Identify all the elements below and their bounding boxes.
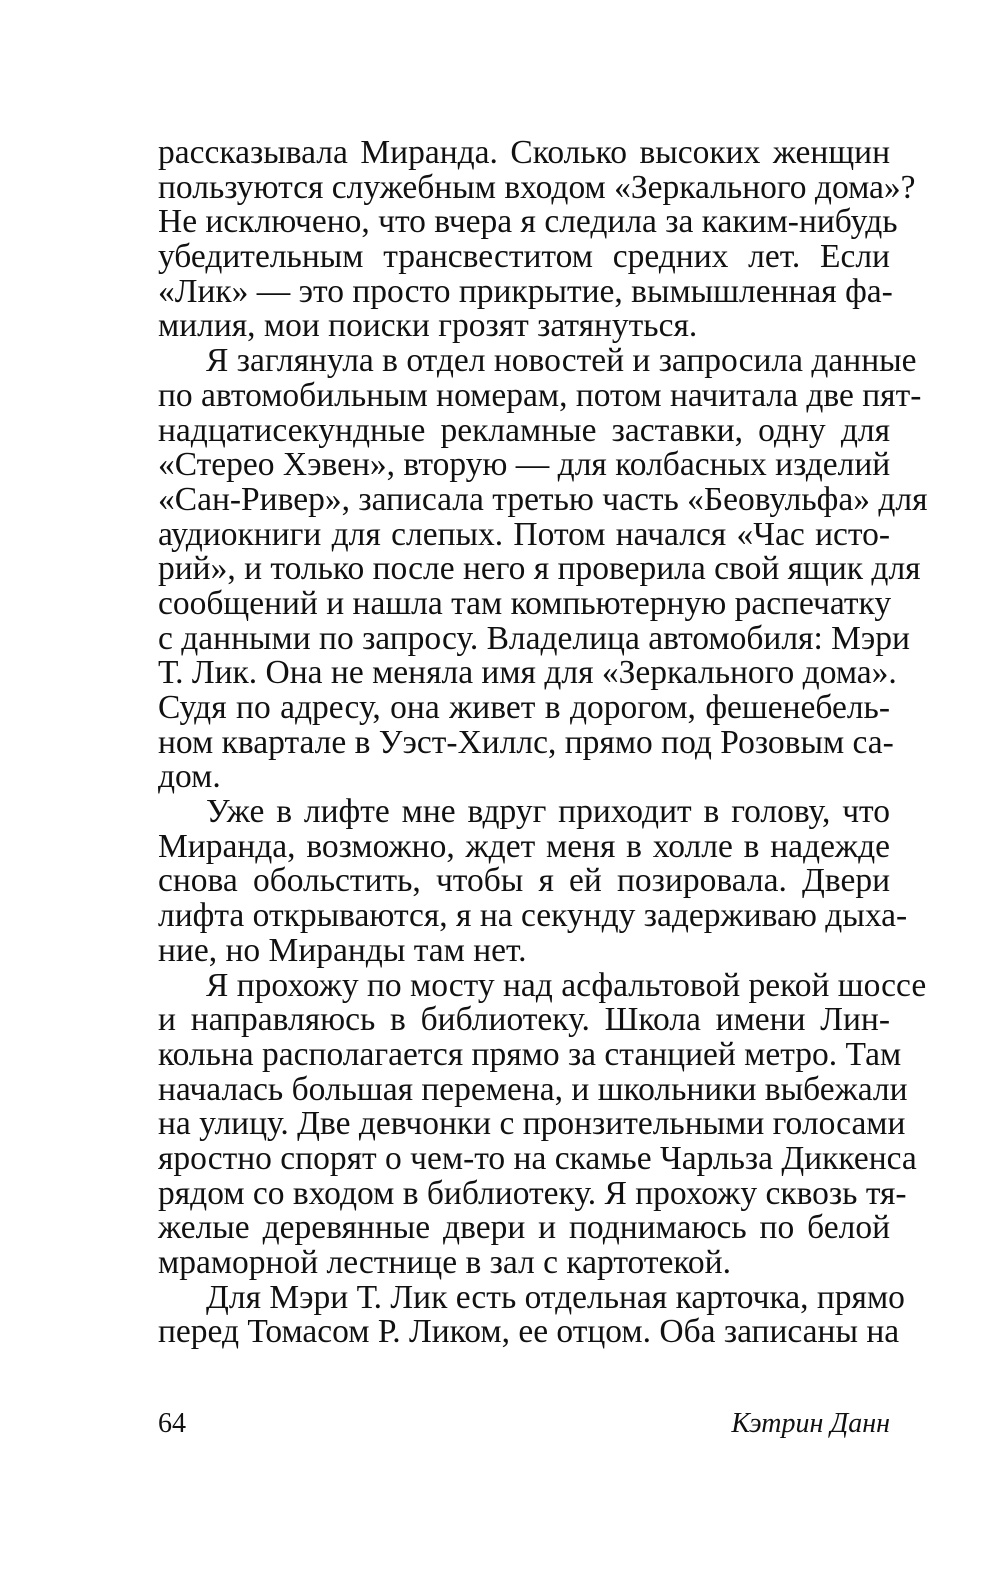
page-footer <box>158 1404 890 1444</box>
text-line: рядом со входом в библиотеку. Я прохожу сквозь тя- <box>158 1174 907 1212</box>
text-line: «Стерео Хэвен», вторую — для колбасных изделий <box>158 446 891 484</box>
text-line: рассказывала Миранда. Сколько высоких женщин <box>158 134 890 171</box>
text-line: снова обольстить, чтобы я ей позировала. Двери <box>158 862 890 900</box>
body-text <box>158 134 928 1351</box>
text-line: милия, мои поиски грозят затянуться. <box>158 307 698 345</box>
text-line: сообщений и нашла там компьютерную распечатку <box>158 584 892 622</box>
text-line: Я прохожу по мосту над асфальтовой рекой шоссе <box>206 966 927 1004</box>
text-line: с данными по запросу. Владелица автомобиля: Мэри <box>158 619 910 657</box>
text-line: пользуются служебным входом «Зеркального дома»? <box>158 168 916 206</box>
text-line: яростно спорят о чем-то на скамье Чарльза Диккенса <box>158 1139 917 1177</box>
text-line: «Лик» — это просто прикрытие, вымышленная фа- <box>158 272 893 310</box>
text-line: Не исключено, что вчера я следила за каким-нибудь <box>158 203 898 241</box>
text-line: кольна располагается прямо за станцией метро. Там <box>158 1035 902 1073</box>
text-line: Уже в лифте мне вдруг приходит в голову, что <box>206 793 890 831</box>
page-number: 64 <box>158 1408 186 1439</box>
text-line: Миранда, возможно, ждет меня в холле в надежде <box>158 827 890 865</box>
text-line: ние, но Миранды там нет. <box>158 931 527 969</box>
text-line: перед Томасом Р. Ликом, ее отцом. Оба записаны на <box>158 1313 900 1351</box>
text-line: лифта открываются, я на секунду задерживаю дыха- <box>158 897 908 935</box>
text-line: по автомобильным номерам, потом начитала две пят- <box>158 376 922 414</box>
text-line: надцатисекундные рекламные заставки, одну для <box>158 411 890 449</box>
text-line: Для Мэри Т. Лик есть отдельная карточка, прямо <box>206 1278 905 1316</box>
text-line: дом. <box>158 758 221 796</box>
text-line: желые деревянные двери и поднимаюсь по белой <box>158 1209 890 1247</box>
text-line: Я заглянула в отдел новостей и запросила данные <box>206 342 917 380</box>
text-line: на улицу. Две девчонки с пронзительными голосами <box>158 1105 906 1143</box>
running-head-author: Кэтрин Данн <box>731 1408 890 1439</box>
text-line: Т. Лик. Она не меняла имя для «Зеркального дома». <box>158 654 897 692</box>
text-line: Судя по адресу, она живет в дорогом, фешенебель- <box>158 689 890 726</box>
text-line: ном квартале в Уэст-Хиллс, прямо под Розовым са- <box>158 723 894 761</box>
text-line: убедительным трансвеститом средних лет. Если <box>158 238 890 276</box>
text-line: мраморной лестнице в зал с картотекой. <box>158 1244 731 1281</box>
text-line: рий», и только после него я проверила свой ящик для <box>158 550 921 588</box>
text-line: и направляюсь в библиотеку. Школа имени Лин- <box>158 1001 890 1039</box>
text-line: началась большая перемена, и школьники выбежали <box>158 1070 908 1108</box>
text-line: аудиокниги для слепых. Потом начался «Час исто- <box>158 515 890 553</box>
text-line: «Сан-Ривер», записала третью часть «Беовульфа» для <box>158 480 928 518</box>
